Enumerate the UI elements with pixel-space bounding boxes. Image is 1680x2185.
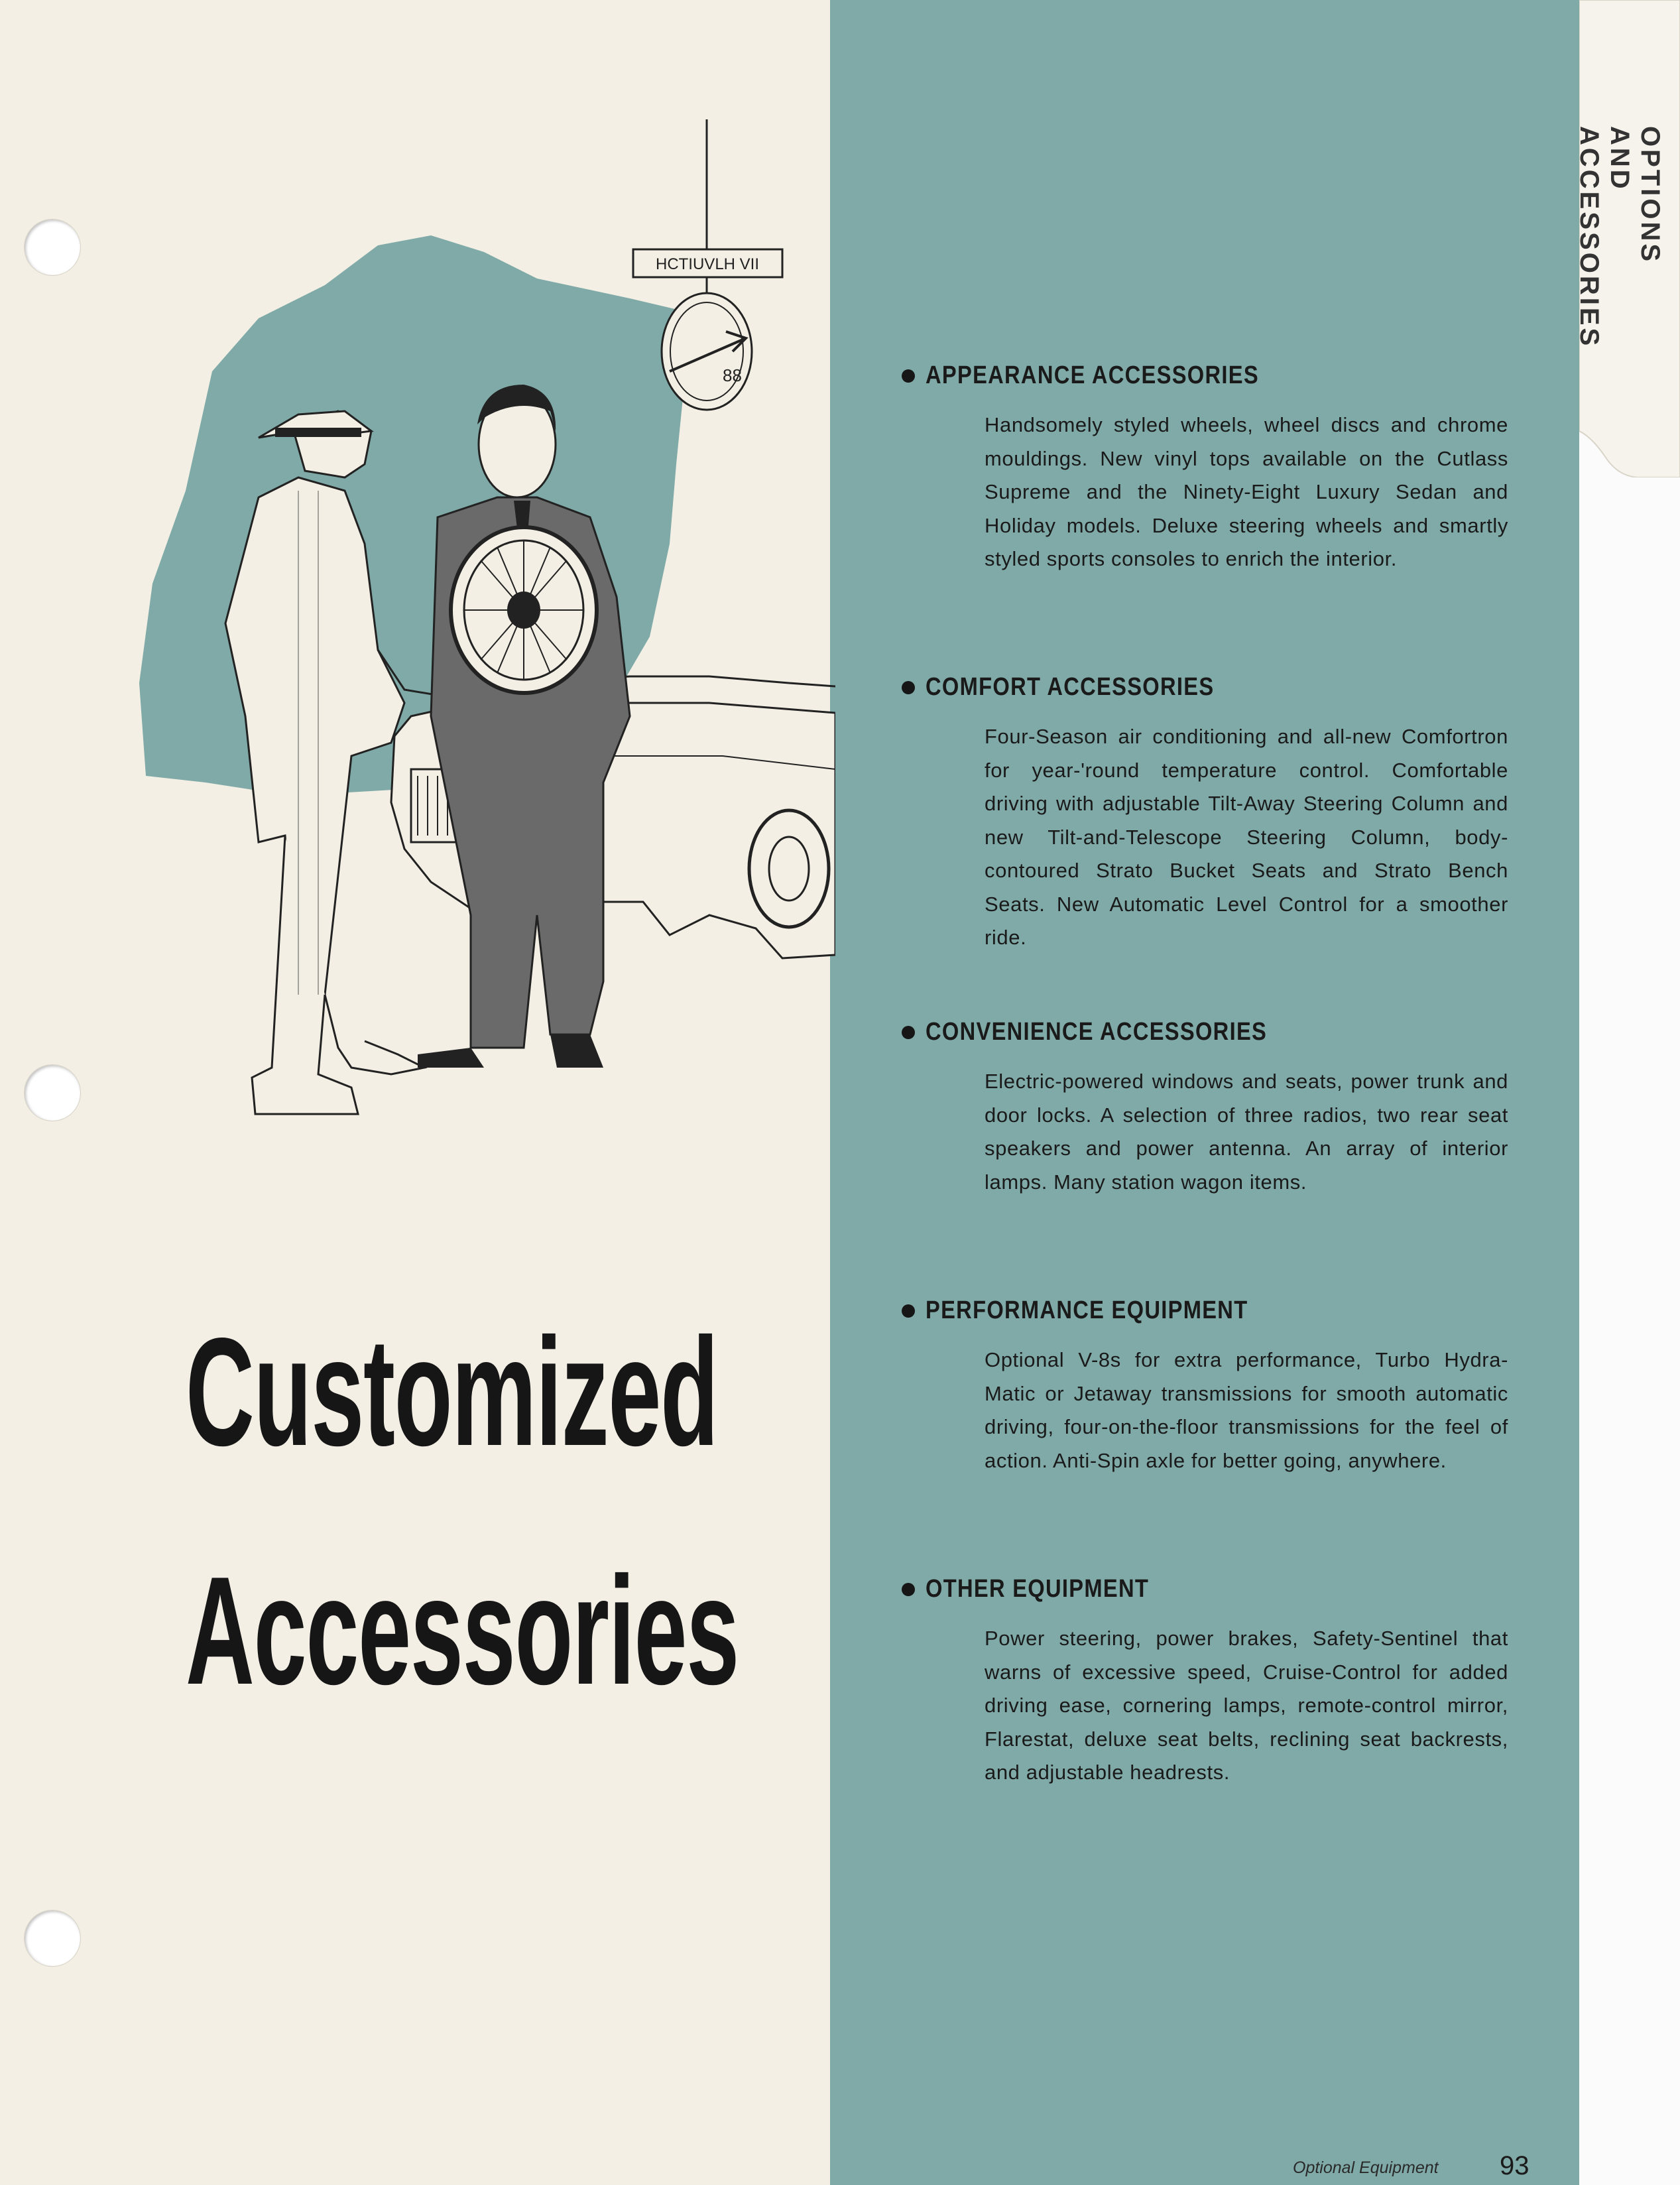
section-body: Optional V-8s for extra performance, Turbo Hydra-Matic or Jetaway transmissions for smooth automatic driving, four-on-the-floor transmissions for the feel of action. Anti-Spin axle for better going, anywhere.	[985, 1348, 1508, 1472]
page-number: 93	[1500, 2151, 1530, 2180]
headline-line-2: Accessories	[186, 1545, 739, 1717]
section-appearance	[902, 361, 1512, 576]
bullet-icon	[902, 1304, 915, 1318]
section-body: Power steering, power brakes, Safety-Sentinel that warns of excessive speed, Cruise-Control for added driving ease, cornering lamps, remote-control mirror, Flarestat, deluxe seat belts, reclining seat backrests, and adjustable headrests.	[985, 1627, 1508, 1784]
section-heading: OTHER EQUIPMENT	[926, 1575, 1150, 1603]
bullet-icon	[902, 1583, 915, 1596]
bullet-icon	[902, 1026, 915, 1039]
section-convenience	[902, 1018, 1512, 1199]
binder-hole-top	[24, 219, 81, 276]
section-body: Handsomely styled wheels, wheel discs and chrome mouldings. New vinyl tops available on the Cutlass Supreme and the Ninety-Eight Luxury Sedan and Holiday models. Deluxe steering wheels and smartly styled sports consoles to enrich the interior.	[985, 413, 1508, 570]
section-other	[902, 1575, 1512, 1790]
section-heading: CONVENIENCE ACCESSORIES	[926, 1018, 1268, 1046]
tab-label: OPTIONS AND ACCESSORIES	[1575, 126, 1665, 349]
section-performance	[902, 1296, 1512, 1477]
emblem-circle	[662, 293, 752, 410]
binder-hole-middle	[24, 1064, 81, 1121]
section-body: Electric-powered windows and seats, power trunk and door locks. A selection of three radios, two rear seat speakers and power antenna. An array of interior lamps. Many station wagon items.	[985, 1070, 1508, 1194]
bullet-icon	[902, 369, 915, 383]
salesman-illustration	[126, 119, 835, 1127]
section-heading: PERFORMANCE EQUIPMENT	[926, 1296, 1248, 1324]
emblem-badge: 88	[723, 365, 742, 385]
section-heading: COMFORT ACCESSORIES	[926, 673, 1215, 701]
dealer-sign-text: HCTIUVLH VII	[655, 255, 760, 273]
section-heading: APPEARANCE ACCESSORIES	[926, 361, 1259, 389]
car-wheel	[749, 810, 829, 927]
section-comfort	[902, 673, 1512, 955]
bullet-icon	[902, 681, 915, 694]
section-body: Four-Season air conditioning and all-new Comfortron for year-'round temperature control. Comfortable driving with adjustable Tilt-Away Steering Column and new Tilt-and-Telescope Steering Column, body-contoured Strato Bucket Seats and Strato Bench Seats. New Automatic Level Control for a smoother ride.	[985, 725, 1508, 949]
footer-section-label: Optional Equipment	[1293, 2158, 1439, 2177]
headline-line-1: Customized	[186, 1306, 718, 1478]
binder-hole-bottom	[24, 1910, 81, 1967]
